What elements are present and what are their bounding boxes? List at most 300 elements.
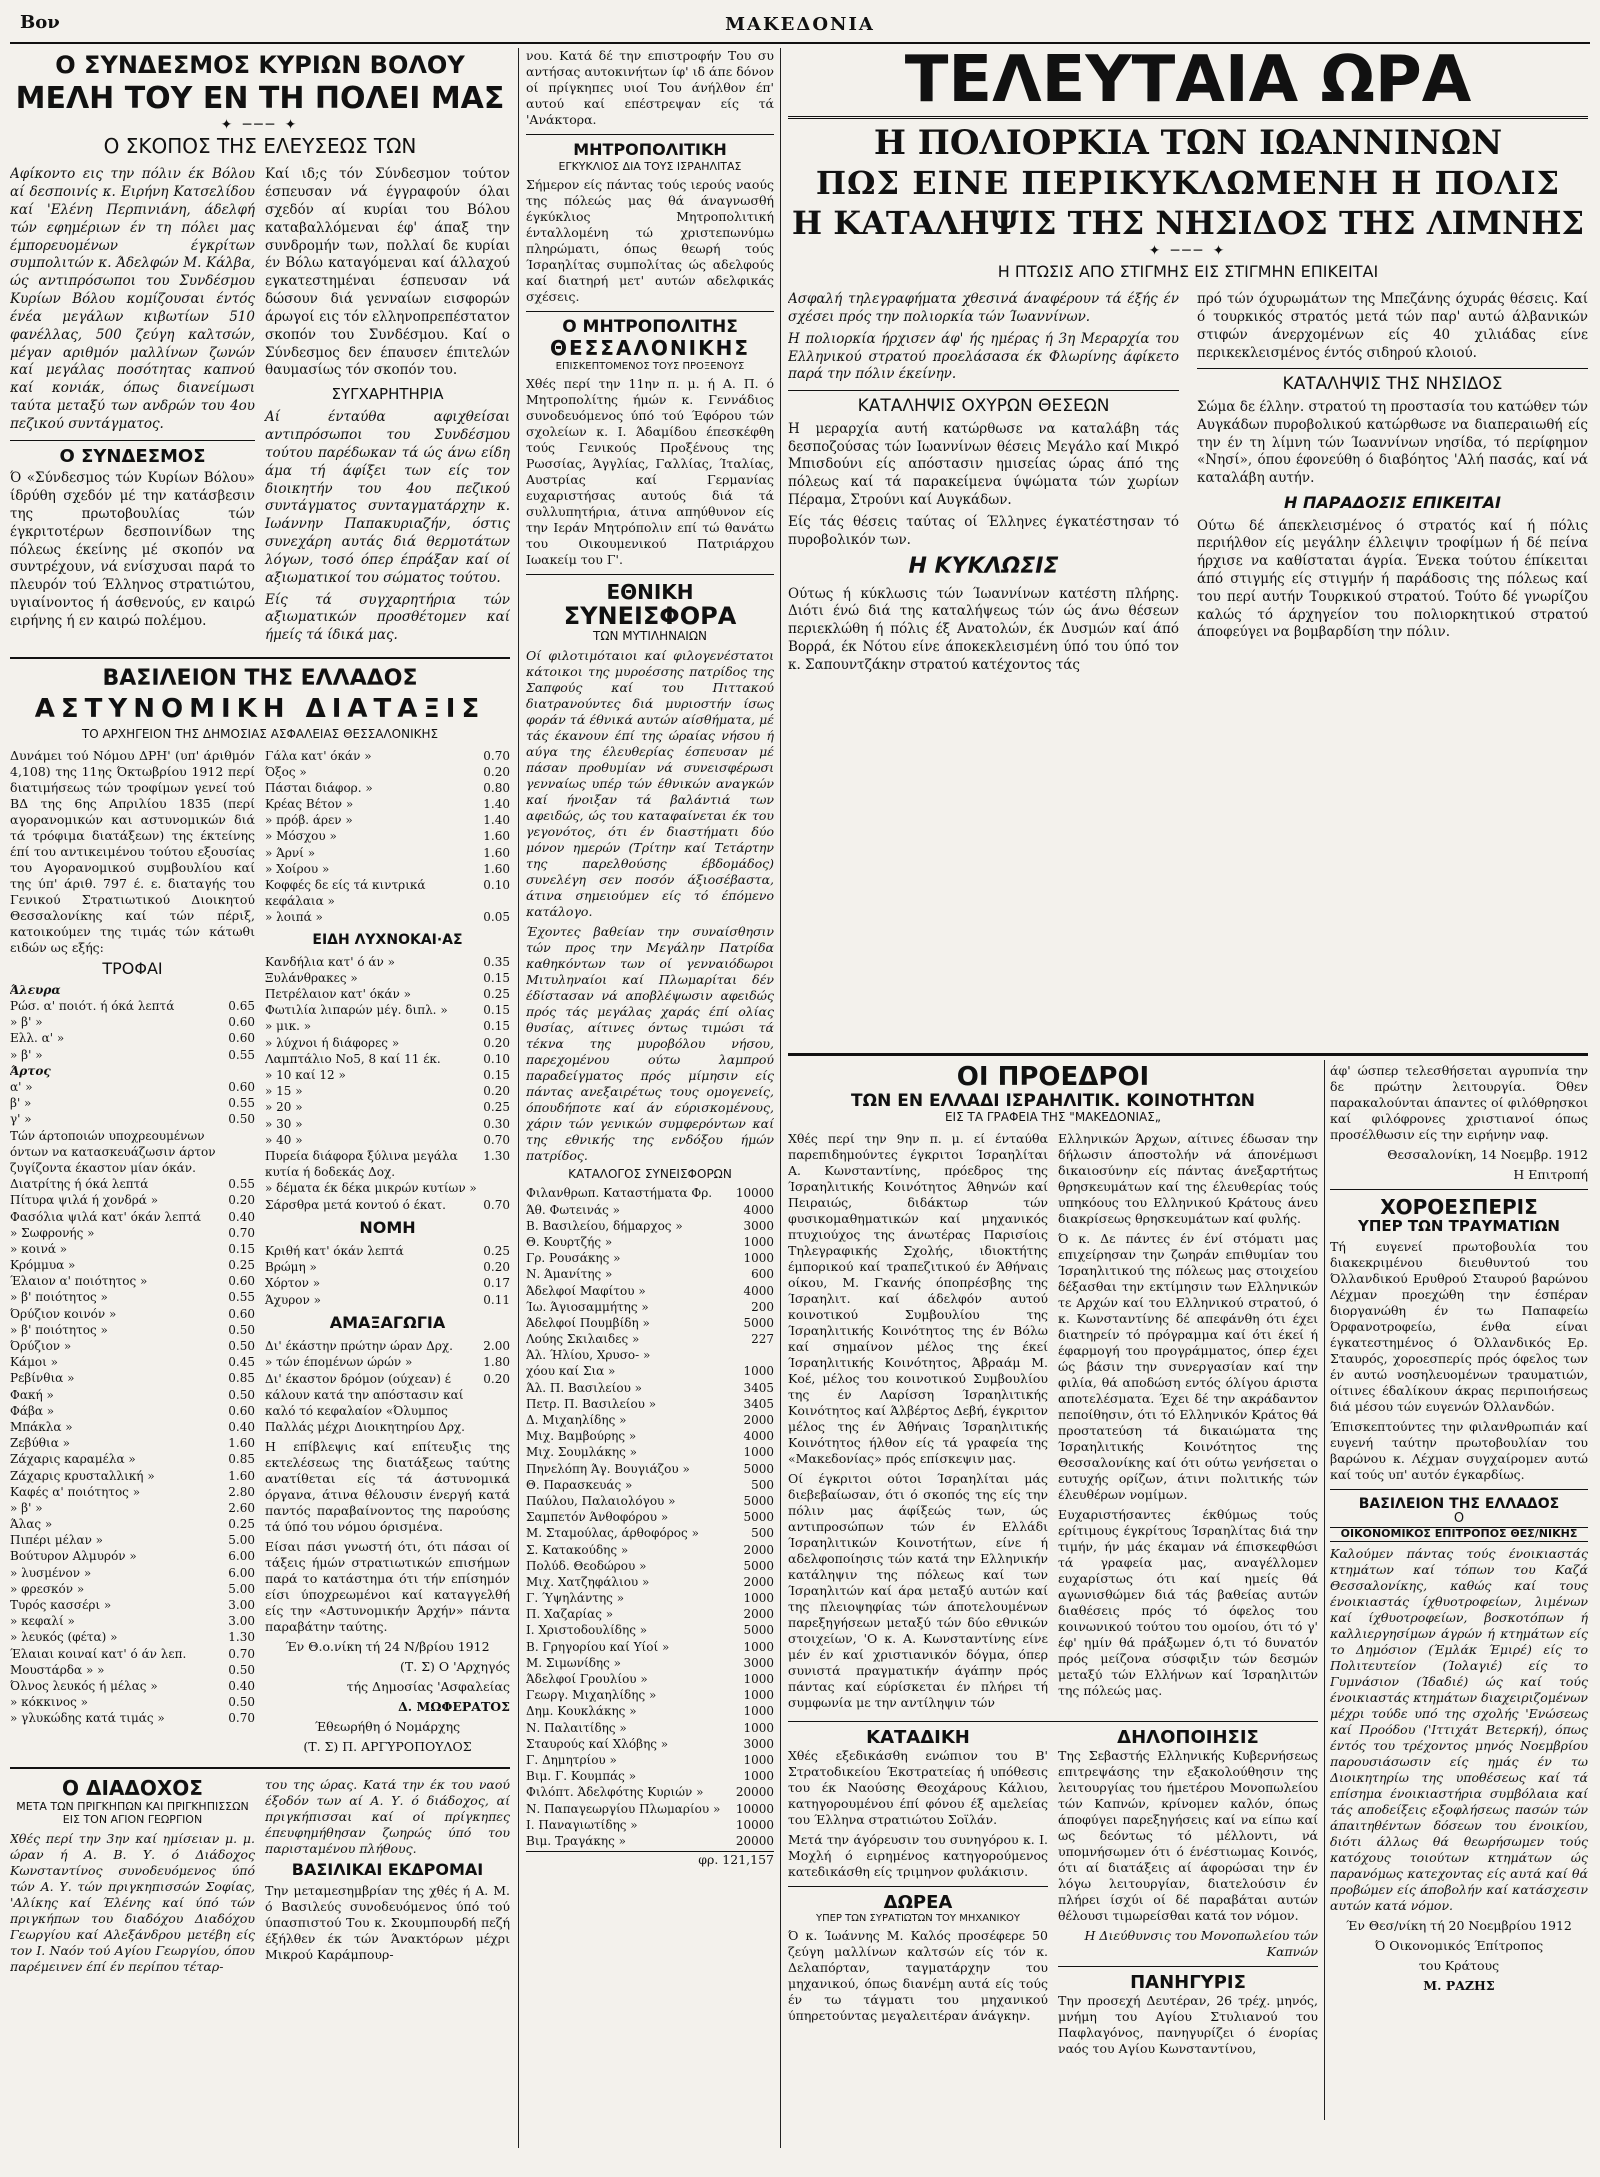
table-label: » 40 » — [265, 1132, 303, 1147]
table-value: 0.70 — [228, 1711, 255, 1726]
table-label: Χόρτον » — [265, 1276, 321, 1291]
table-value: 0.25 — [483, 1244, 510, 1259]
para-arrival: Αφίκοντο εις την πόλιν έκ Βόλου αί δεσποινίς κ. Ειρήνη Κατσελίδου καί 'Ελένη Περπινιάνη, άδελφή τών εφημέριων έν τη πόλει μας έμπορευομένων έγκρίτων συμπολιτών κ. Άδελφών Μ. Κάλβα, ώς αντιπρόσωποι του Συνδέσμου Κυρίων Βόλου κομίζουσαι έντός ένέα μεγάλων κιβωτίων 510 φανέλλας, 500 ζεύγη καλτσών, μέγαν αριθμόν μαλλίνων ζωνών καί μεγάλας ποσότητας καπνού καί κονιάκ, όπως διανείμωσι ταύτα μεταξύ των ανδρών του 4ου πεζικού συντάγματος. — [10, 166, 255, 432]
table-label: Τυρός κασσέρι » — [10, 1598, 112, 1613]
table-value: 0.70 — [483, 748, 510, 763]
table-label: Γρ. Ρουσάκης » — [526, 1251, 621, 1266]
table-label: Κανδήλια κατ' ό άν » — [265, 954, 395, 969]
table-value: 5000 — [743, 1461, 774, 1476]
subhead-dorea: ΥΠΕΡ ΤΩΝ ΣΥΡΑΤΙΩΤΩΝ ΤΟΥ ΜΗΧΑΝΙΚΟΥ — [815, 1912, 1021, 1924]
table-row — [526, 1639, 774, 1655]
table-label: Θ. Παρασκευάς » — [526, 1477, 633, 1492]
table-label: Μιχ. Χατζηφάλιου » — [526, 1574, 650, 1589]
table-row — [265, 1099, 510, 1115]
table-row — [10, 1047, 255, 1063]
table-value: 0.55 — [228, 1290, 255, 1305]
para-proedroi-3: Ελληνικών Άρχων, αίτινες έδωσαν την δήλωσιν άποστολήν νά άπονέμωσι δικαιοσύνην είς πάντας άνεξαρτήτως θρησκευμάτων καί της έλευθερίας τούς υπηκόους του Ελληνικού Κράτους άνευ διακρίσεως θρησκευμάτων καί φυλής. — [1058, 1130, 1318, 1226]
table-row — [526, 1509, 774, 1525]
table-label: » Μόσχου » — [265, 829, 337, 844]
table-row — [265, 1292, 510, 1308]
table-row — [526, 1687, 774, 1703]
table-label: Άλευρα — [10, 982, 61, 997]
table-value: 2000 — [743, 1607, 774, 1622]
table-label: » δέματα έκ δέκα μικρών κυτίων » — [265, 1181, 477, 1196]
subhead-grafeia: ΕΙΣ ΤΑ ΓΡΑΦΕΙΑ ΤΗΣ "ΜΑΚΕΔΟΝΙΑΣ„ — [944, 1110, 1162, 1125]
table-label: Άθ. Φωτεινάς » — [526, 1202, 620, 1217]
table-label: Βιμ. Γ. Κουμπάς » — [526, 1769, 637, 1784]
table-row — [526, 1234, 774, 1250]
table-value: 1.60 — [228, 1468, 255, 1483]
decree-sig-5: (Τ. Σ) Π. ΑΡΓΥΡΟΠΟΥΛΟΣ — [303, 1739, 472, 1755]
table-value: 5000 — [743, 1493, 774, 1508]
table-label: Μουστάρδα » » — [10, 1662, 105, 1677]
table-row — [526, 1299, 774, 1315]
dilopoiisis-sig: Η Διεύθυνσις του Μονοπωλείου τών Καπνών — [1084, 1927, 1318, 1959]
table-value: 0.05 — [483, 910, 510, 925]
table-value: 1000 — [743, 1769, 774, 1784]
table-label: » γλυκώδης κατά τιμάς » — [10, 1711, 165, 1726]
table-row — [265, 1338, 510, 1354]
table-row — [526, 1542, 774, 1558]
table-value: 1.60 — [483, 845, 510, 860]
table-row — [526, 1703, 774, 1719]
table-value: 0.70 — [228, 1225, 255, 1240]
table-value: 4000 — [743, 1283, 774, 1298]
table-label: Πετρέλαιον κατ' όκάν » — [265, 987, 411, 1002]
table-row — [265, 954, 510, 970]
table-value: 0.60 — [228, 1403, 255, 1418]
table-row — [526, 1784, 774, 1800]
table-label: » λυσμένον » — [10, 1565, 92, 1580]
table-row — [526, 1574, 774, 1590]
table-row — [526, 1752, 774, 1768]
table-row — [10, 1678, 255, 1694]
table-value — [224, 982, 255, 998]
table-row — [265, 1002, 510, 1018]
table-row — [526, 1590, 774, 1606]
table-label: Σταυρούς καί Χλόβης » — [526, 1736, 669, 1751]
para-mytilini: Οί φιλοτιμόταιοι καί φιλογενέστατοι κάτοικοι της μυροέσσης πατρίδος της Σαπφούς καί του Πιττακού διατρανούντες διά μυριοστήν ίσως φοράν τά έθνικά αυτών αίσθήματα, μέ τάς έκανουν έπί της ώραίας νήσου ή αύγα της έλευθερίας έσπευσαν μέ πάσαν προθυμίαν νά συνεισφέρωσι γενναίως υπέρ τών έθνικών αναγκών καί ήνοιξαν τά βαλάντιά των αφειδώς, ώς του καταφαίνεται έκ του γεγονότος, ότι έν διαστήματι δύο μόνον ημερών (Τρίτην καί Τετάρτην της παρελθούσης έβδομάδος) συνελέγη σεν ποσόν άξιοσέβαστα, άτινα σημειούμεν είς τό έπόμενο κατάλογο. — [526, 647, 774, 919]
table-row — [10, 1629, 255, 1645]
table-label: Πίτυρα ψιλά ή χονδρά » — [10, 1193, 159, 1208]
table-value: 5.00 — [228, 1581, 255, 1596]
table-row — [265, 1371, 510, 1436]
table-label: Κρόμμυα » — [10, 1258, 76, 1273]
table-label: Βιμ. Τραγάκης » — [526, 1833, 626, 1848]
table-value: 2.00 — [483, 1339, 510, 1354]
table-value: 0.10 — [483, 878, 510, 893]
table-value: 0.60 — [228, 1080, 255, 1095]
table-label: γ' » — [10, 1112, 32, 1127]
table-value: 1.60 — [228, 1436, 255, 1451]
masthead — [10, 8, 1590, 44]
table-label: Άδελφοί Μαφίτου » — [526, 1283, 646, 1298]
table-value: 0.55 — [228, 1096, 255, 1111]
table-value: 1000 — [743, 1672, 774, 1687]
table-row — [10, 1435, 255, 1451]
table-value: 1000 — [743, 1639, 774, 1654]
table-value: 0.20 — [228, 1193, 255, 1208]
table-row — [10, 1338, 255, 1354]
table-value: 1.60 — [483, 829, 510, 844]
newspaper-page — [10, 8, 1590, 2158]
table-row — [526, 1363, 774, 1379]
table-value: 4000 — [743, 1202, 774, 1217]
ornament: ✦ ─── ✦ — [1148, 242, 1228, 259]
table-label: Μιχ. Σουμλάκης » — [526, 1445, 637, 1460]
table-label: Ζεβύθια » — [10, 1436, 70, 1451]
headline-astynomiki: ΑΣΤΥΝΟΜΙΚΗ ΔΙΑΤΑΞΙΣ — [34, 694, 486, 725]
table-value: 500 — [751, 1477, 774, 1492]
table-value: 0.50 — [228, 1387, 255, 1402]
table-row — [10, 1532, 255, 1548]
table-label: Έλαιον α' ποιότητος » — [10, 1274, 148, 1289]
table-row — [526, 1380, 774, 1396]
table-value: 0.55 — [228, 1047, 255, 1062]
table-value: 500 — [751, 1526, 774, 1541]
table-label: Άρτος — [10, 1063, 51, 1078]
table-value: 0.25 — [483, 987, 510, 1002]
table-value: 1000 — [743, 1752, 774, 1767]
table-value: 0.65 — [228, 999, 255, 1014]
table-label: Κοφφές δε είς τά κιντρικά κεφάλαια » — [265, 878, 426, 909]
para-diadochos: Χθές περί την 3ην καί ημίσειαν μ. μ. ώραν ή Α. Β. Υ. ό Διάδοχος Κωνσταντίνος συνοδευόμενος ύπό τών Α. Υ. τών πριγκηπισσών Σοφίας, 'Αλίκης καί Έλένης καί ύπό τών πριγκήπων του διαδόχου Διαδόχου Γεωργίου καί Αλεξάνδρου μετέβη είς τον Ι. Ναόν τού Αγίου Γεωργίου, όπου παρέμεινεν έπί έν περίπου τέταρ- — [10, 1830, 255, 1974]
table-label: Όξος » — [265, 764, 307, 779]
table-label: Άδελφοί Πουμβίδη » — [526, 1315, 650, 1330]
table-row — [265, 845, 510, 861]
table-row — [10, 1468, 255, 1484]
table-row — [10, 1484, 255, 1500]
table-row — [526, 1331, 774, 1347]
table-label: Πετρ. Π. Βασιλείου » — [526, 1396, 657, 1411]
table-label: Δημ. Κουκλάκης » — [526, 1704, 637, 1719]
table-label: Ξυλάνθρακες » — [265, 970, 358, 985]
table-row — [265, 1067, 510, 1083]
table-label: Σάρσθρα μετά κοντού ό έκατ. — [265, 1197, 446, 1212]
table-value: 1.80 — [483, 1355, 510, 1370]
table-row — [265, 1275, 510, 1291]
table-row — [10, 998, 255, 1014]
table-row — [526, 1185, 774, 1201]
table-row — [526, 1412, 774, 1428]
table-value: 0.60 — [228, 1274, 255, 1289]
table-row — [526, 1558, 774, 1574]
last-hour-section — [788, 48, 1588, 1058]
table-label: Μιχ. Βαμβούρης » — [526, 1429, 637, 1444]
table-value: 1.40 — [483, 797, 510, 812]
table-row — [10, 1451, 255, 1467]
table-value: 5.00 — [228, 1533, 255, 1548]
table-value: 0.70 — [483, 1197, 510, 1212]
table-row — [265, 1132, 510, 1148]
price-table-carriage — [265, 1338, 510, 1435]
masthead-left: Βον — [20, 12, 60, 33]
subhead-mytilinaion: ΤΩΝ ΜΥΤΙΛΗΝΑΙΩΝ — [593, 628, 707, 643]
table-row — [526, 1525, 774, 1541]
table-value: 0.25 — [483, 1100, 510, 1115]
table-row — [526, 1720, 774, 1736]
table-label: Άχυρον » — [265, 1292, 321, 1307]
price-table-food — [10, 982, 255, 1727]
headline-o: Ο — [1453, 1511, 1465, 1527]
table-row — [526, 1833, 774, 1849]
table-row — [10, 1581, 255, 1597]
table-label: Άλ. Ήλίου, Χρυσο- » — [526, 1348, 651, 1363]
para-dorea: Ό κ. Ίωάννης Μ. Καλός προσέφερε 50 ζεύγη μαλλίνων καλτσών είς τόν κ. Δελαπόρταν, ταγματάρχην του μηχανικού, όπως διανέμη αυτά είς τούς έν τω τάγματι του μηχανικού ύπηρετούντας μεγαλειτέραν άνάγκην. — [788, 1928, 1048, 2024]
para-enforcement: Η επίβλεψις καί επίτευξις της εκτελέσεως της διατάξεως ταύτης ανατίθεται είς τά άστυνομικά όργανα, άτινα θέλουσιν ένεργή κατά παντός παραβαίνοντος της παρούσης τά ύπό του νόμου όρισμένα. — [265, 1439, 510, 1535]
table-label: Λαμπτάλιο Νο5, 8 καί 11 έκ. — [265, 1051, 441, 1066]
headline-ekdromai: ΒΑΣΙΛΙΚΑΙ ΕΚΔΡΟΜΑΙ — [291, 1860, 484, 1880]
column-1 — [10, 48, 510, 2158]
para-members: Καί ιδ;ς τόν Σύνδεσμον τούτον έσπευσαν νά έγγραφούν όλαι σχεδόν αί κυρίαι του Βόλου καταβαλλόμεναι έφ' άπαξ την συνδρομήν των, πολλαί δε κυρίαι έν Βόλω καταγόμεναι καί άλλαχού εγκατεστημέναι έσπευσαν νά δώσουν διά γενναίων εισφορών άρωγοί εις τόν ελληνοπρεπέστατον σκοπόν του Συνδέσμου. Καί ο Σύνδεσμος δεν έπαυσεν έπιτελών θαυμασίως τόν σκοπόν του. — [265, 166, 510, 379]
headline-katadiki: ΚΑΤΑΔΙΚΗ — [866, 1726, 970, 1748]
banner-last-hour: ΤΕΛΕΥΤΑΙΑ ΩΡΑ — [788, 48, 1588, 119]
para-katadiki: Χθές εξεδικάσθη ενώπιον του Β' Στρατοδικείου Έκστρατείας ή υπόθεσις του έκ Ναούσης Θεοχάρους Κάλιου, κατηγορουμένου έπί φόνου έξ αμελείας του Έλληνα στρατιώτου Σοϊλάν. — [788, 1747, 1048, 1827]
table-label: Ν. Παλαιτίδης » — [526, 1720, 627, 1735]
table-label: » β' ποιότητος » — [10, 1322, 108, 1337]
table-row — [10, 1192, 255, 1208]
table-label: Φιλόπτ. Άδελφότης Κυριών » — [526, 1785, 704, 1800]
table-label: Διατρίτης ή όκά λεπτά — [10, 1177, 149, 1192]
para-ekdromai: Την μεταμεσημβρίαν της χθές ή Α. Μ. ό Βασιλεύς συνοδευόμενος ύπό τού ύπασπιστού Του κ. Σκουμπουρδή πεζή έξήλθεν έκ τών Άνακτόρων μέχρι Μικρού Καράμπουρ- — [265, 1882, 510, 1962]
table-value: 0.10 — [483, 1051, 510, 1066]
subhead-syndesmos: Ο ΣΥΝΔΕΣΜΟΣ — [59, 445, 206, 467]
headline-panigyris: ΠΑΝΗΓΥΡΙΣ — [1130, 1971, 1246, 1993]
headline-mitropolitis: Ο ΜΗΤΡΟΠΟΛΙΤΗΣ — [562, 317, 738, 338]
table-value: 6.00 — [228, 1565, 255, 1580]
subhead-ptosis: Η ΠΤΩΣΙΣ ΑΠΟ ΣΤΙΓΜΗΣ ΕΙΣ ΣΤΙΓΜΗΝ ΕΠΙΚΕΙΤΑΙ — [997, 261, 1379, 281]
table-label: Ι. Παναγιωτίδης » — [526, 1817, 638, 1832]
table-row — [10, 1030, 255, 1046]
subhead-diadochos: ΜΕΤΑ ΤΩΝ ΠΡΙΓΚΗΠΩΝ ΚΑΙ ΠΡΙΓΚΗΠΙΣΣΩΝ ΕΙΣ ΤΟΝ ΑΓΙΟΝ ΓΕΩΡΓΙΟΝ — [16, 1800, 249, 1826]
table-row — [265, 861, 510, 877]
table-row — [526, 1671, 774, 1687]
table-label: » πρόβ. άρεν » — [265, 813, 353, 828]
table-row — [265, 1180, 510, 1196]
table-row — [265, 1197, 510, 1213]
table-value: 0.20 — [483, 1035, 510, 1050]
table-row — [10, 1289, 255, 1305]
para-kyklosis: Ούτως ή κύκλωσις τών Ίωαννίνων κατέστη πλήρης. Διότι ένώ διά της καταλήψεως τών ώς άνω θέσεων περιεκλώθη ή πόλις έξ Ανατολών, έκ Δυσμών καί άπό Βορρά, έκ Νότου είνε άποκεκλεισμένη ύπό του ύπό τον κ. Σαπουντζάκην στρατού κατέχοντος τάς — [788, 585, 1179, 673]
table-label: Δι' έκαστον δρόμον (ούχεαν) έ κάλουν κατά την απόστασιν καί καλό τό κεφαλαίον «Όλυμπος Παλλάς μέχρι Διοικητηρίου Δρχ. — [265, 1371, 465, 1435]
headline-diadochos: Ο ΔΙΑΔΟΧΟΣ — [62, 1776, 203, 1801]
table-label: Ζάχαρις καραμέλα » — [10, 1452, 136, 1467]
table-row — [10, 1597, 255, 1613]
table-value: 0.25 — [228, 1258, 255, 1273]
para-mpezanis: πρό τών όχυρωμάτων της Μπεζάνης όχυράς θέσεις. Καί ό τουρκικός στρατός μετά τών παρ' αυτώ άλβανικών στιφών άνερχομένων είς 40 χιλιάδας είνε περικεκλεισμένος έντός σιδηρού κλοιού. — [1197, 291, 1588, 361]
table-row — [10, 1613, 255, 1629]
table-row — [265, 1116, 510, 1132]
table-row — [10, 1176, 255, 1192]
table-row — [10, 1111, 255, 1127]
para-pyrovolikon: Είς τάς θέσεις ταύτας οί Έλληνες έγκατέστησαν τό πυροβολικόν των. — [788, 513, 1179, 548]
table-row — [526, 1655, 774, 1671]
table-label: α' » — [10, 1080, 33, 1095]
agrypnia-date: Θεσσαλονίκη, 14 Νοεμβρ. 1912 — [1387, 1147, 1588, 1162]
subhead-paradosis: Η ΠΑΡΑΔΟΣΙΣ ΕΠΙΚΕΙΤΑΙ — [1283, 493, 1501, 513]
table-row — [526, 1606, 774, 1622]
far-right-column — [1330, 1063, 1588, 2123]
table-value — [224, 1063, 255, 1079]
table-value: 0.70 — [228, 1646, 255, 1661]
table-label: Μ. Σιμωνίδης » — [526, 1655, 621, 1670]
table-label: Βρώμη » — [265, 1260, 317, 1275]
table-label: Ν. Άμανίτης » — [526, 1267, 613, 1282]
subhead-koinotiton: ΤΩΝ ΕΝ ΕΛΛΑΔΙ ΙΣΡΑΗΛΙΤΙΚ. ΚΟΙΝΟΤΗΤΩΝ — [851, 1090, 1255, 1111]
subhead-proxenous: ΕΠΙΣΚΕΠΤΟΜΕΝΟΣ ΤΟΥΣ ΠΡΟΞΕΝΟΥΣ — [555, 360, 745, 372]
table-row — [526, 1315, 774, 1331]
table-label: Άδελφοί Γρουλίου » — [526, 1672, 648, 1687]
table-value — [730, 1347, 774, 1363]
table-row — [10, 1241, 255, 1257]
subhead-nomi: ΝΟΜΗ — [359, 1217, 416, 1237]
table-value: 0.40 — [228, 1209, 255, 1224]
table-row — [10, 1257, 255, 1273]
table-row — [265, 986, 510, 1002]
table-value: 1.40 — [483, 813, 510, 828]
table-value: 3405 — [743, 1396, 774, 1411]
table-label: Θ. Κουρτζής » — [526, 1234, 613, 1249]
table-row — [265, 812, 510, 828]
table-label: Ι. Χριστοδουλίδης » — [526, 1623, 648, 1638]
table-row — [10, 1516, 255, 1532]
table-value: 0.15 — [483, 1003, 510, 1018]
table-value: 6.00 — [228, 1549, 255, 1564]
table-label: Ελλ. α' » — [10, 1031, 65, 1046]
headline-vasileion: ΒΑΣΙΛΕΙΟΝ ΤΗΣ ΕΛΛΑΔΟΣ — [102, 665, 418, 691]
table-row — [10, 1354, 255, 1370]
table-label: Β. Γρηγορίου καί Υίοί » — [526, 1639, 670, 1654]
table-label: Άλας » — [10, 1517, 53, 1532]
table-label: Κρέας Βέτον » — [265, 797, 354, 812]
table-row — [265, 877, 510, 909]
table-label: Πυρεία διάφορα ξύλινα μεγάλα κυτία ή δοδεκάς Δοχ. — [265, 1148, 458, 1180]
oikonomikos-date: Έν Θεσ/νίκη τή 20 Νοεμβρίου 1912 — [1346, 1917, 1572, 1933]
table-row — [526, 1202, 774, 1218]
table-label: Όλνος λευκός ή μέλας » — [10, 1678, 158, 1693]
table-value: 0.60 — [228, 1306, 255, 1321]
table-value: 5000 — [743, 1623, 774, 1638]
table-row — [10, 1548, 255, 1564]
table-label: » Χοίρου » — [265, 861, 330, 876]
table-value: 3405 — [743, 1380, 774, 1395]
table-label: Ρώσ. α' ποιότ. ή όκά λεπτά — [10, 999, 175, 1014]
table-value: 4000 — [743, 1429, 774, 1444]
table-value: 10000 — [735, 1801, 774, 1816]
table-value: 0.70 — [483, 1132, 510, 1147]
proedroi-section — [788, 1063, 1318, 2123]
table-label: Βούτυρον Αλμυρόν » — [10, 1549, 137, 1564]
para-agrypnia: άφ' ώσπερ τελεσθήσεται αγρυπνία την δε πρώτην λειτουργία. Όθεν παρακαλούνται άπαντες οί φιλόθρησκοι καί φιλόφρονες χριστιανοί όπως προσέλθωσιν είς την ειρήνην ναφ. — [1330, 1063, 1588, 1142]
para-paradosis: Ούτω δέ άπεκλεισμένος ό στρατός καί ή πόλις περιήλθον είς μεγάλην έλλειψιν τροφίμων ή δέ πείνα ήρχισε να καθίσταται άγρία. Ένεκα τούτου έπίκειται άπό στιγμής είς στιγμήν ή παράδοσις της πόλεως καί του περί αυτήν Τουρκικού στρατού. Τούτο δέ γνωρίζου καλώς τό άρχηγείον του πολιορκητικού στρατού άποφεύγει να βομβαρδίση την πόλιν. — [1197, 517, 1588, 641]
para-enforcement-2: Είσαι πάσι γνωστή ότι, ότι πάσαι οί τάξεις ήμών στρατιωτικών επισήμων παρά το κατάστημα ότι τήν επίσημόν είσι ύποχρεωμένοι καί καταγγελθή είς την «Αστυνομικήν Άρχήν» πάντα παραβάτην ταύτης. — [265, 1539, 510, 1635]
table-label: Πολύδ. Θεοδώρου » — [526, 1558, 647, 1573]
table-row — [265, 909, 510, 925]
headline-meli: ΜΕΛΗ ΤΟΥ ΕΝ ΤΗ ΠΟΛΕΙ ΜΑΣ — [15, 81, 505, 117]
para-proedroi-5: Ευχαριστήσαντες έκθύμως τούς ερίτιμους έγκρίτους Ίσραηλίτας διά την τιμήν, ήν μάς έκαμαν νά έπισκεφθώσι τά γραφεία μας, αναγέλλομεν ευχαρίστως ότι καί ημείς θά αγωνισθώμεν διά τάς βαθείας αυτών διαθέσεις πρός τό όφελος του κοινωνικού τούτου του ομοίου, ότι τό γ' έφ' ημίν θά πράξωμεν ό,τι τό δυνατόν πρός μείζονα σύσφιξιν τών δεσμών μεταξύ τών Ελλήνων καί Ίσραηλιτών της πόλεώς μας. — [1058, 1506, 1318, 1698]
table-row — [265, 748, 510, 764]
table-value: 1000 — [743, 1445, 774, 1460]
table-value: 0.50 — [228, 1339, 255, 1354]
table-label: Έλαιαι κοιναί κατ' ό άν λεπ. — [10, 1646, 187, 1661]
table-label: » Σωφρονής » — [10, 1225, 95, 1240]
table-value: 2000 — [743, 1542, 774, 1557]
table-row — [10, 1419, 255, 1435]
table-value: 2.60 — [228, 1500, 255, 1515]
subhead-kyklosis: Η ΚΥΚΛΩΣΙΣ — [908, 554, 1059, 580]
table-value: 3000 — [743, 1655, 774, 1670]
table-value: 0.60 — [228, 1015, 255, 1030]
para-nisi: Σώμα δε έλλην. στρατού τη προστασία του κατώθεν τών Αυγκάδων πυροβολικού κατώρθωσε να διαπεραιωθή είς την έν τη λίμνη τών Ίωαννίνων νησίδα, τό περίφημον «Νησί», όπου έφονεύθη ό διαβόητος 'Αλή πασάς, καί νά καταλάβη αυτήν. — [1197, 398, 1588, 487]
table-label: Φάβα » — [10, 1403, 55, 1418]
subhead-archigeion: ΤΟ ΑΡΧΗΓΕΙΟΝ ΤΗΣ ΔΗΜΟΣΙΑΣ ΑΣΦΑΛΕΙΑΣ ΘΕΣΣΑΛΟΝΙΚΗΣ — [81, 726, 439, 741]
table-label: Σ. Κατακούδης » — [526, 1542, 629, 1557]
table-label: Β. Βασιλείου, δήμαρχος » — [526, 1218, 683, 1233]
newspaper-title: ΜΑΚΕΔΟΝΙΑ — [725, 14, 875, 35]
para-choroesperis-2: Έπισκεπτούντες την φιλανθρωπιάν καί ευγενή ταύτην πρωτοβουλίαν του βαρώνου κ. Λέχμαν συγχαίρομεν αυτώ καί τούς υπ' αυτόν έγκαρδίως. — [1330, 1419, 1588, 1483]
table-label: » β' » — [10, 1047, 43, 1062]
table-value: 3000 — [743, 1218, 774, 1233]
table-row — [265, 1051, 510, 1067]
table-value: 227 — [751, 1332, 774, 1347]
column-2 — [526, 48, 774, 2158]
table-row — [265, 1243, 510, 1259]
subhead-nisidos: ΚΑΤΑΛΗΨΙΣ ΤΗΣ ΝΗΣΙΔΟΣ — [1282, 374, 1503, 395]
table-row — [526, 1477, 774, 1493]
table-row — [526, 1250, 774, 1266]
para-congrats-2: Είς τά συγχαρητήρια τών αξιωματικών προσθέτομεν καί ήμείς τά ίδικά μας. — [265, 591, 510, 644]
table-value: 20000 — [735, 1833, 774, 1848]
table-value: 5000 — [743, 1510, 774, 1525]
price-table-fodder — [265, 1243, 510, 1308]
table-row — [265, 1259, 510, 1275]
table-label: » φρεσκόν » — [10, 1581, 85, 1596]
table-value: 0.30 — [483, 1116, 510, 1131]
table-value: 0.85 — [228, 1452, 255, 1467]
table-value: 1000 — [743, 1591, 774, 1606]
table-row — [10, 1694, 255, 1710]
table-label: Ίω. Άγιοσαμμήτης » — [526, 1299, 649, 1314]
table-row — [265, 828, 510, 844]
table-value: 5000 — [743, 1315, 774, 1330]
table-value: 200 — [751, 1299, 774, 1314]
table-value: 5000 — [743, 1558, 774, 1573]
table-label: Ζάχαρις κρυσταλλική » — [10, 1468, 155, 1483]
table-row — [265, 1148, 510, 1180]
table-label: Κάμοι » — [10, 1355, 58, 1370]
table-label: » β' ποιότητος » — [10, 1290, 108, 1305]
table-row — [526, 1622, 774, 1638]
headline-dorea: ΔΩΡΕΑ — [883, 1891, 953, 1913]
table-value: 1.30 — [228, 1630, 255, 1645]
para-panigyris: Την προσεχή Δευτέραν, 26 τρέχ. μηνός, μνήμη του Αγίου Στυλιανού του Παφλαγόνος, πανηγυρίζει ό ένορίας ναός του Αγίου Κωνσταντίνου, — [1058, 1992, 1318, 2056]
table-label: » κοινά » — [10, 1241, 68, 1256]
section-divider — [788, 1053, 1588, 1056]
table-label: Παύλου, Παλαιολόγου » — [526, 1493, 676, 1508]
table-value — [224, 1128, 255, 1177]
headline-dilopoiisis: ΔΗΛΟΠΟΙΗΣΙΣ — [1117, 1726, 1259, 1748]
table-label: Όρύζιον κοινόν » — [10, 1306, 117, 1321]
table-label: Δι' έκάστην πρώτην ώραν Δρχ. — [265, 1339, 453, 1354]
subhead-katalogos: ΚΑΤΑΛΟΓΟΣ ΣΥΝΕΙΣΦΟΡΩΝ — [568, 1166, 732, 1181]
para-proxenous: Χθές περί την 11ην π. μ. ή Α. Π. ό Μητροπολίτης ήμών κ. Γεννάδιος συνοδευόμενος ύπό τού Έφόρου τών σχολείων κ. Ι. Άδαμίδου έπεσκέφθη τούς Γενικούς Προξένους της Ρωσσίας, Άγγλίας, Γαλλίας, Ίταλίας, Αυστρίας καί Γερμανίας ευχαριστήσας αυτούς διά τά συλλυπητήρια, άτινα απηύθυνον είς την Ιεράν Μητρόπολιν επί τώ θανάτω του Οικουμενικού Πατριάρχου Ιωακείμ του Γ'. — [526, 376, 774, 568]
decree-sig-2: τής Δημοσίας 'Ασφαλείας — [346, 1679, 510, 1695]
table-value: 0.60 — [228, 1031, 255, 1046]
para-syndesmos: Ό «Σύνδεσμος τών Κυρίων Βόλου» ίδρύθη σχεδόν μέ την κατάσβεσιν της πρωτοβουλίας τών έγκριτοτέρων δεσποινίδων της πόλεως έκείνης μέ σκοπόν να συντρέχουν, νά ενίσχυσαι παρά το πλευρόν τού Έλληνος στρατιώτου, υγιαίνοντος ή άσθενούς, εν καιρώ ειρήνης ή εν καιρώ πολέμου. — [10, 470, 255, 629]
table-label: Ν. Παπαγεωργίου Πλωμαρίου » — [526, 1801, 721, 1816]
table-value: 10000 — [735, 1817, 774, 1832]
table-label: Λούης Σκιλαιδες » — [526, 1332, 640, 1347]
